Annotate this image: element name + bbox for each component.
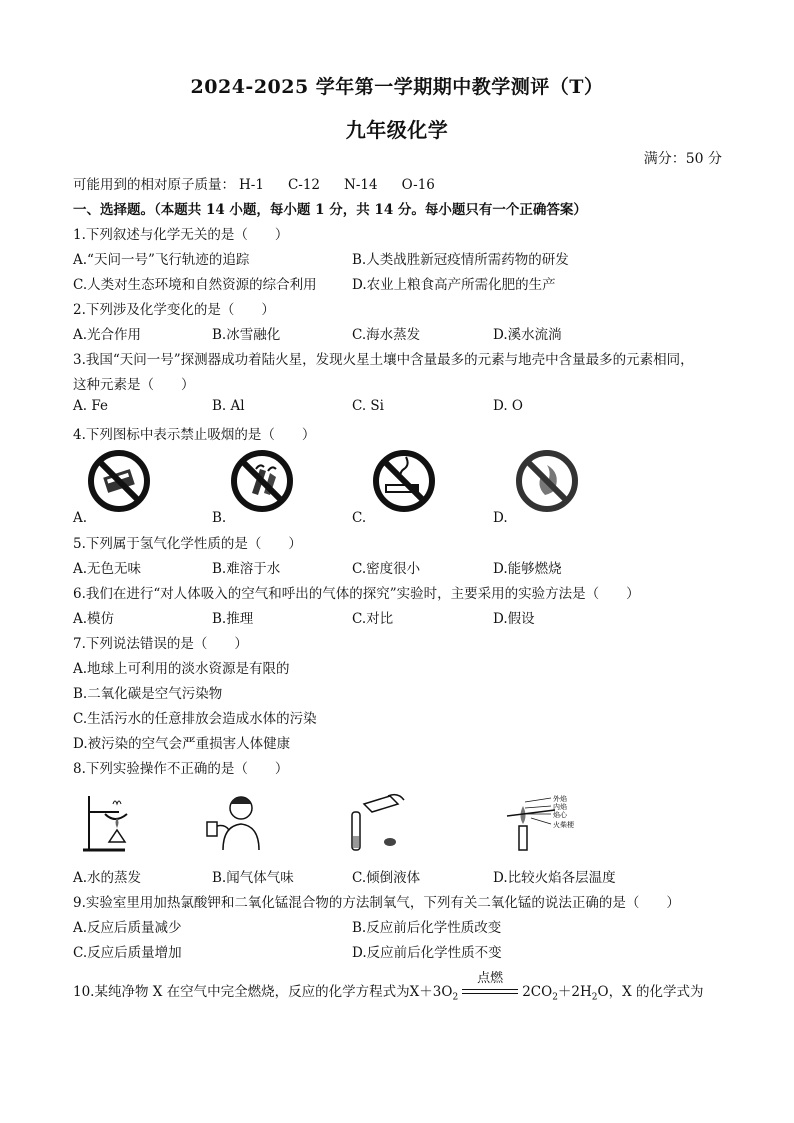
q7-option-c: C.生活污水的任意排放会造成水体的污染 (73, 711, 317, 727)
q4-option-a: A. (73, 510, 88, 526)
q1-option-b: B.人类战胜新冠疫情所需药物的研发 (352, 252, 569, 268)
q5-option-b: B.难溶于水 (212, 561, 281, 577)
evaporation-apparatus-icon (75, 792, 159, 852)
q2-option-c: C.海水蒸发 (352, 327, 421, 343)
atomic-mass-label: 可能用到的相对原子质量： (73, 177, 235, 193)
q1-stem: 1.下列叙述与化学无关的是（ ） (73, 227, 289, 243)
q8-option-c: C.倾倒液体 (352, 870, 421, 886)
q2-option-b: B.冰雪融化 (212, 327, 281, 343)
q3-option-a: A. Fe (73, 398, 108, 414)
no-firecracker-sign-icon (230, 449, 294, 513)
q1-option-c: C.人类对生态环境和自然资源的综合利用 (73, 277, 317, 293)
q9-option-a: A.反应后质量减少 (73, 920, 182, 936)
atomic-mass-line (73, 173, 459, 193)
q3-stem: 3.我国“天问一号”探测器成功着陆火星，发现火星土壤中含量最多的元素与地壳中含量最多的元素相同， (73, 352, 694, 368)
section-heading: 一、选择题。（本题共 14 小题，每小题 1 分，共 14 分。每小题只有一个正确答案） (73, 202, 587, 218)
q5-option-d: D.能够燃烧 (493, 561, 562, 577)
q8-option-d: D.比较火焰各层温度 (493, 870, 616, 886)
q5-option-c: C.密度很小 (352, 561, 421, 577)
q10-equation-right-b: ＋2H (557, 984, 592, 1000)
smelling-gas-person-icon (197, 792, 281, 852)
q6-stem: 6.我们在进行“对人体吸入的空气和呼出的气体的探究”实验时，主要采用的实验方法是（ ） (73, 586, 640, 602)
exam-subtitle: 九年级化学 (345, 118, 449, 142)
q4-stem: 4.下列图标中表示禁止吸烟的是（ ） (73, 427, 316, 443)
q8-stem: 8.下列实验操作不正确的是（ ） (73, 761, 289, 777)
q7-option-b: B.二氧化碳是空气污染物 (73, 686, 223, 702)
q10-stem-suffix: ，X 的化学式为 (608, 984, 704, 1000)
q10-equation-left: X＋3O (409, 984, 453, 1000)
q8-option-b: B.闻气体气味 (212, 870, 294, 886)
flame-label-match: 火柴梗 (553, 821, 574, 829)
q4-option-c: C. (352, 510, 367, 526)
full-score: 满分：50 分 (643, 151, 722, 167)
q2-option-a: A.光合作用 (73, 327, 142, 343)
atomic-mass-h: H-1 (239, 177, 264, 193)
q7-option-d: D.被污染的空气会严重损害人体健康 (73, 736, 291, 752)
q10-equation-right-b-sub: 2 (591, 992, 598, 1003)
q8-option-a: A.水的蒸发 (73, 870, 142, 886)
q10-equation-right-c: O (597, 984, 609, 1000)
q7-option-a: A.地球上可利用的淡水资源是有限的 (73, 661, 290, 677)
q10-equation-right-a-sub: 2 (552, 992, 558, 1003)
q2-option-d: D.溪水流淌 (493, 327, 562, 343)
atomic-mass-o: O-16 (401, 177, 435, 193)
q6-option-c: C.对比 (352, 611, 394, 627)
q6-option-a: A.模仿 (73, 611, 115, 627)
flame-label-outer: 外焰 (553, 795, 567, 803)
q6-option-d: D.假设 (493, 611, 535, 627)
atomic-mass-c: C-12 (287, 177, 321, 193)
q10-equation-left-sub: 2 (452, 992, 459, 1003)
q6-option-b: B.推理 (212, 611, 254, 627)
candle-flame-icon (505, 792, 589, 852)
q3-option-c: C. Si (352, 398, 384, 414)
q2-stem: 2.下列涉及化学变化的是（ ） (73, 302, 275, 318)
q3-option-d: D. O (493, 398, 523, 414)
no-fireworks-sign-icon (87, 449, 151, 513)
q9-option-c: C.反应后质量增加 (73, 945, 182, 961)
q5-option-a: A.无色无味 (73, 561, 142, 577)
q5-stem: 5.下列属于氢气化学性质的是（ ） (73, 536, 302, 552)
pouring-liquid-icon (338, 792, 422, 852)
q9-option-d: D.反应前后化学性质不变 (352, 945, 502, 961)
q7-stem: 7.下列说法错误的是（ ） (73, 636, 248, 652)
q1-option-d: D.农业上粮食高产所需化肥的生产 (352, 277, 556, 293)
q3-option-b: B. Al (212, 398, 245, 414)
no-smoking-sign-icon (372, 449, 436, 513)
flame-label-inner: 内焰 (553, 803, 567, 811)
reaction-condition: 点燃 (477, 970, 504, 986)
no-open-flame-sign-icon (515, 449, 579, 513)
q10-stem-prefix: 10.某纯净物 X 在空气中完全燃烧，反应的化学方程式为 (73, 984, 410, 1000)
q1-option-a: A.“天问一号”飞行轨迹的追踪 (73, 252, 250, 268)
reaction-arrow (462, 970, 518, 999)
q9-stem: 9.实验室里用加热氯酸钾和二氧化锰混合物的方法制氧气，下列有关二氧化锰的说法正确的是（ ） (73, 895, 680, 911)
exam-title: 2024-2025 学年第一学期期中教学测评（T） (190, 76, 604, 98)
q4-option-b: B. (212, 510, 227, 526)
atomic-mass-n: N-14 (344, 177, 378, 193)
q10-equation-right-a: 2CO (522, 984, 553, 1000)
q9-option-b: B.反应前后化学性质改变 (352, 920, 502, 936)
q3-stem-continued: 这种元素是（ ） (73, 377, 195, 393)
q4-option-d: D. (493, 510, 508, 526)
flame-label-core: 焰心 (553, 811, 567, 819)
q10-stem (73, 970, 704, 1003)
